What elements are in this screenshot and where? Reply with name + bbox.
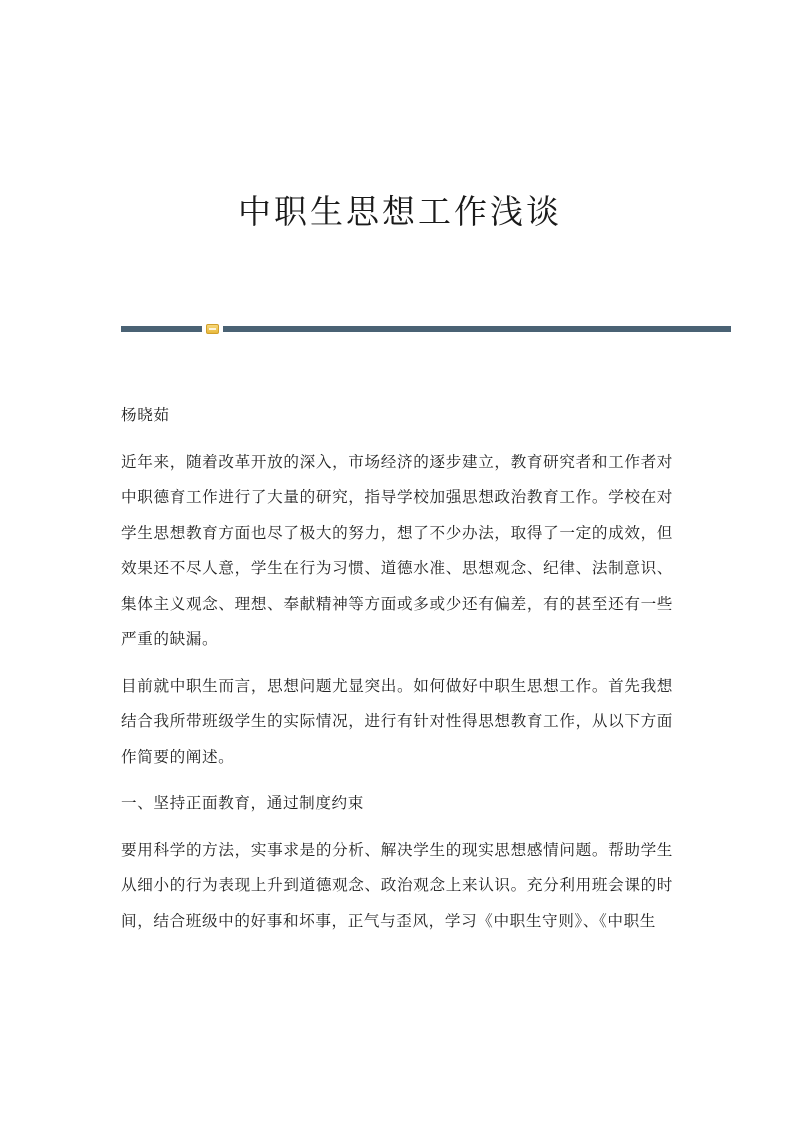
title-divider xyxy=(121,325,731,333)
body-paragraph-2: 目前就中职生而言，思想问题尤显突出。如何做好中职生思想工作。首先我想结合我所带班级学生的实际情况，进行有针对性得思想教育工作，从以下方面作简要的阐述。 xyxy=(121,676,673,766)
body-paragraph-1: 近年来，随着改革开放的深入，市场经济的逐步建立，教育研究者和工作者对中职德育工作进行了大量的研究，指导学校加强思想政治教育工作。学校在对学生思想教育方面也尽了极大的努力，想了不少办法，取得了一定的成效，但效果还不尽人意，学生在行为习惯、道德水准、思想观念、纪律、法制意识、集体主义观念、理想、奉献精神等方面或多或少还有偏差，有的甚至还有一些严重的缺漏。 xyxy=(121,452,673,648)
author-name: 杨晓茹 xyxy=(121,406,170,424)
section-heading: 一、坚持正面教育，通过制度约束 xyxy=(121,794,364,812)
divider-bar-left xyxy=(121,326,202,332)
divider-ornament-icon xyxy=(206,324,219,334)
section-paragraph: 要用科学的方法，实事求是的分析、解决学生的现实思想感情问题。帮助学生从细小的行为表现上升到道德观念、政治观念上来认识。充分利用班会课的时间，结合班级中的好事和坏事，正气与歪风，学习《中职生守则》、《中职生 xyxy=(121,840,673,930)
document-body xyxy=(121,398,673,950)
divider-bar-right xyxy=(223,326,731,332)
document-title: 中职生思想工作浅谈 xyxy=(238,192,562,231)
